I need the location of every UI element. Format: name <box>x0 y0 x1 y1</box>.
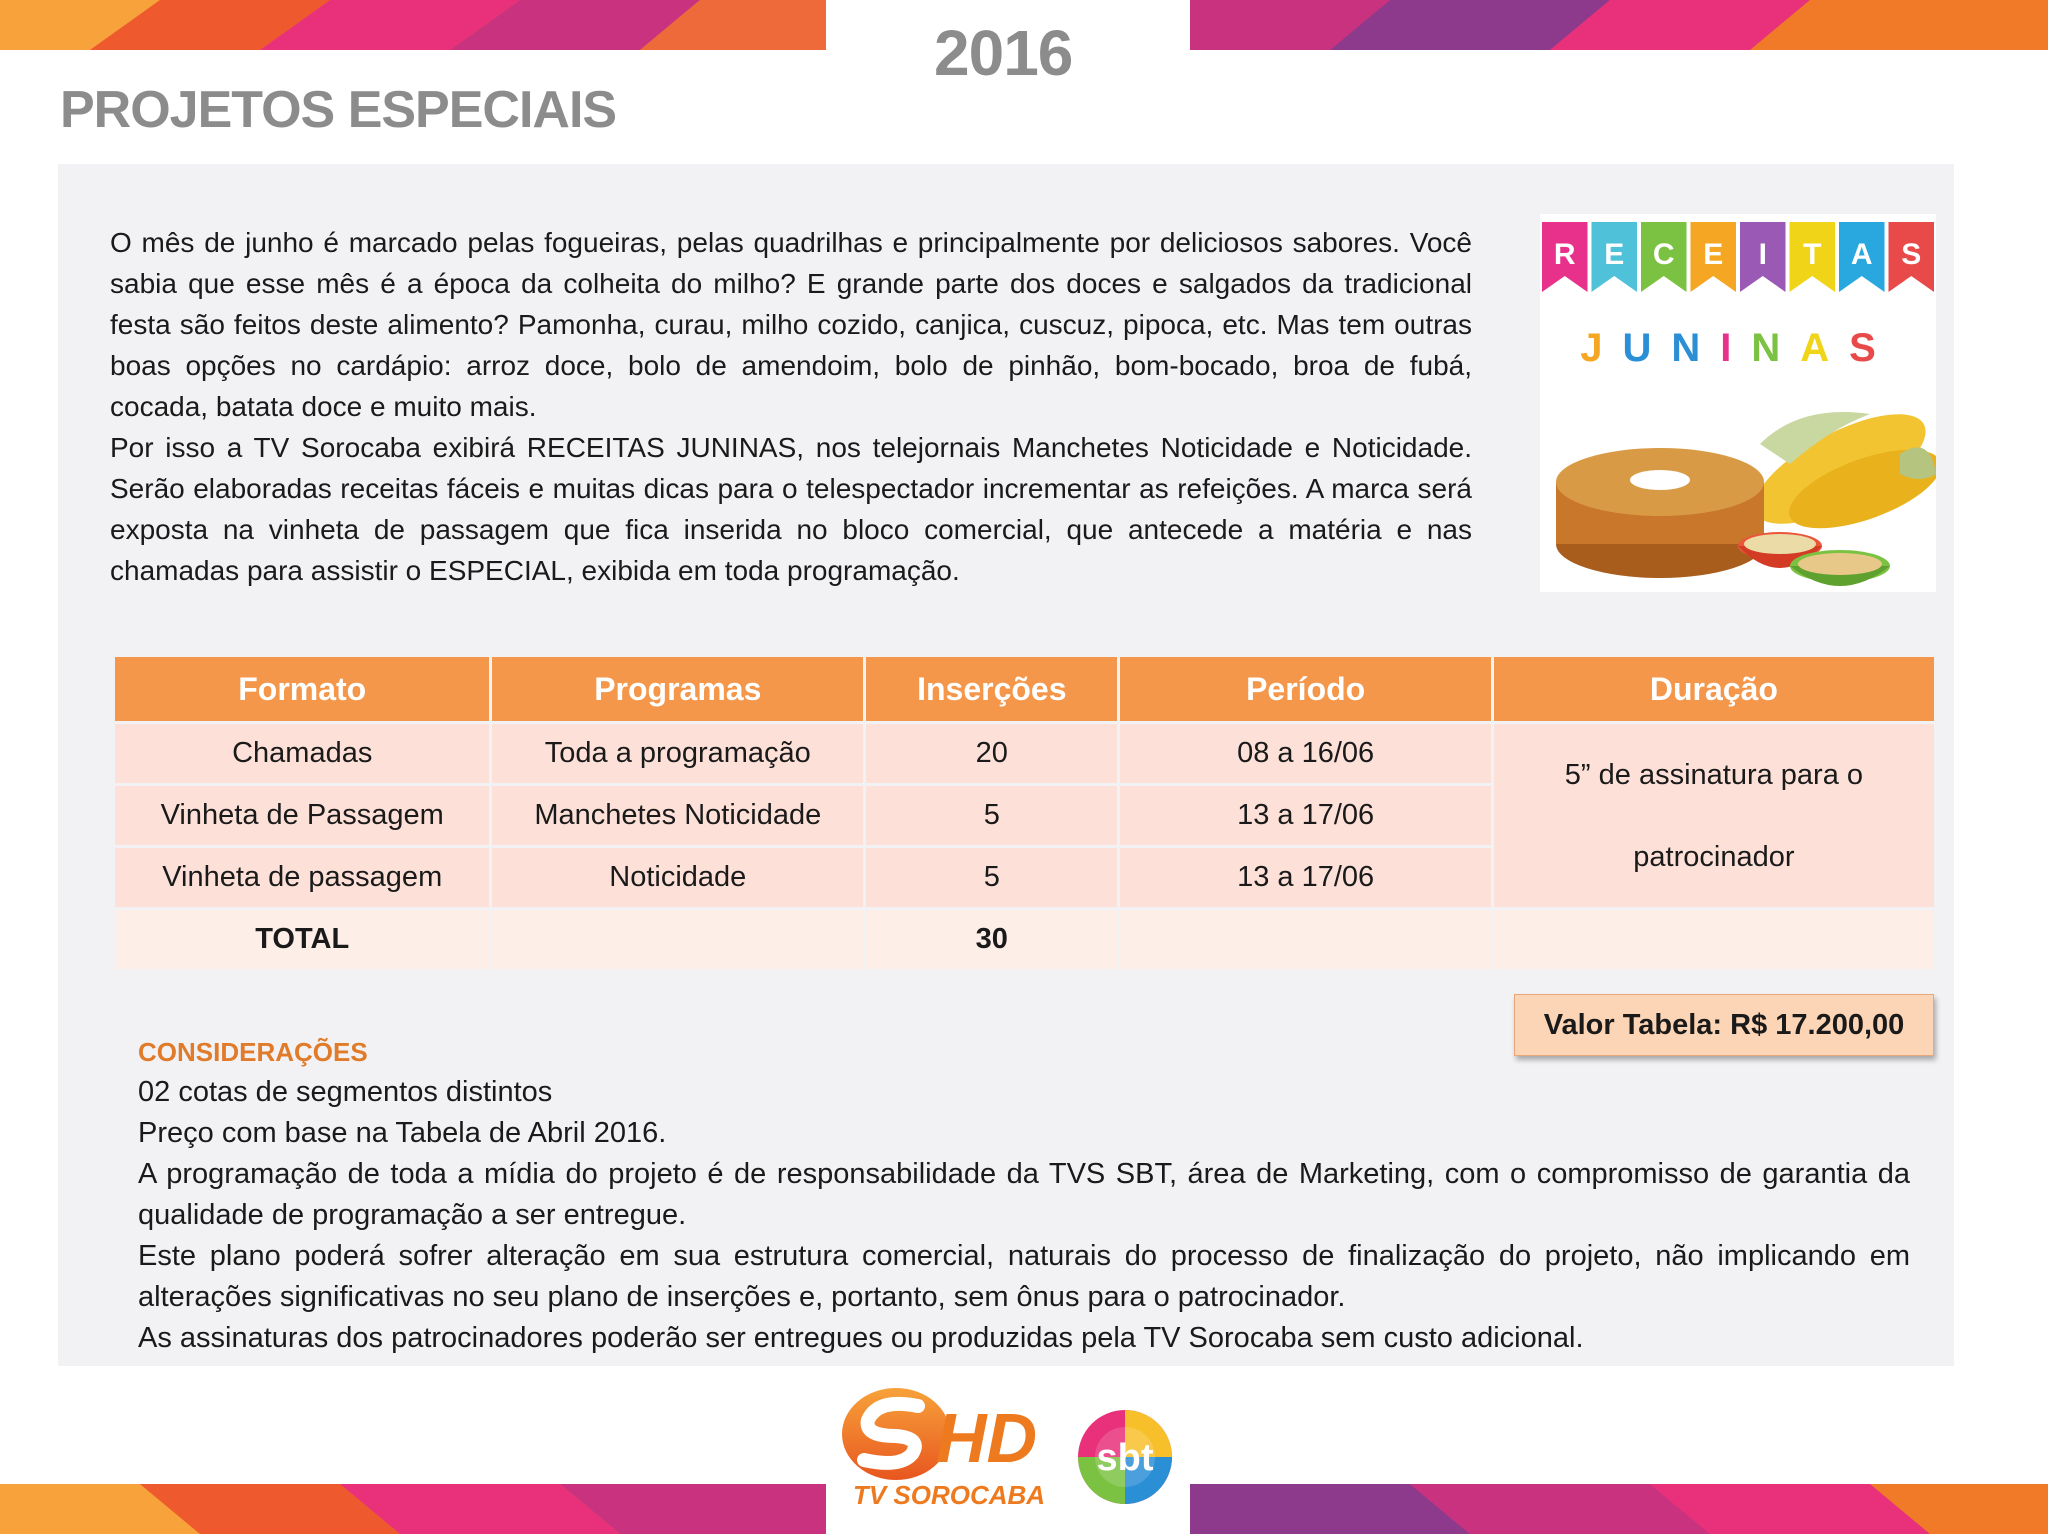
flag-letter: I <box>1758 238 1767 271</box>
section-title: PROJETOS ESPECIAIS <box>60 81 617 139</box>
cell-formato: Vinheta de Passagem <box>115 786 489 845</box>
considerations-item: As assinaturas dos patrocinadores poderão ser entregues ou produzidas pela TV Sorocaba sem custo adicional. <box>138 1322 1584 1354</box>
decorative-stripe-top-left <box>0 0 826 50</box>
duration-line-2: patrocinador <box>1633 840 1795 873</box>
sbt-logo <box>1076 1408 1174 1506</box>
flag-letter: E <box>1703 238 1724 271</box>
cell-programas: Noticidade <box>492 848 863 907</box>
cell-total-label: TOTAL <box>115 910 489 969</box>
juninas-title <box>1540 326 1936 371</box>
considerations-item: Este plano poderá sofrer alteração em sua estrutura comercial, naturais do processo de finalização do projeto, não implicando em alterações significativas no seu plano de inserções e, portanto, sem ônus para o patrocinador. <box>138 1240 1910 1313</box>
flag-letter: R <box>1553 238 1576 271</box>
sbt-logo-text: sbt <box>1096 1437 1154 1479</box>
tv-sorocaba-label: TV SOROCABA <box>852 1480 1046 1510</box>
flag-letter: T <box>1803 238 1822 271</box>
year-label: 2016 <box>934 17 1073 89</box>
cell-empty <box>1494 910 1934 969</box>
media-plan-table <box>112 654 1937 972</box>
decorative-stripe-top-right <box>1190 0 2048 50</box>
juninas-letter: A <box>1800 326 1850 370</box>
table-total-row <box>115 910 1934 969</box>
decorative-stripe-bottom-right <box>1190 1484 2048 1534</box>
hd-logo-text: HD <box>936 1399 1038 1477</box>
flag-letter: A <box>1850 238 1873 271</box>
considerations-item: 02 cotas de segmentos distintos <box>138 1076 553 1108</box>
cell-periodo: 13 a 17/06 <box>1120 848 1490 907</box>
header-formato: Formato <box>115 657 489 721</box>
cell-programas: Toda a programação <box>492 724 863 783</box>
header-duracao: Duração <box>1494 657 1934 721</box>
juninas-letter: U <box>1622 326 1672 370</box>
flag-letter: S <box>1901 238 1922 271</box>
cell-empty <box>492 910 863 969</box>
intro-text <box>110 222 1472 591</box>
cell-insercoes: 20 <box>866 724 1117 783</box>
price-box: Valor Tabela: R$ 17.200,00 <box>1514 994 1934 1056</box>
considerations-item: A programação de toda a mídia do projeto é de responsabilidade da TVS SBT, área de Marketing, com o compromisso de garantia da qualidade de programação a ser entregue. <box>138 1158 1910 1231</box>
juninas-letter: S <box>1849 326 1896 370</box>
intro-paragraph-2: Por isso a TV Sorocaba exibirá RECEITAS JUNINAS, nos telejornais Manchetes Noticidade e Noticidade. Serão elaboradas receitas fáceis e muitas dicas para o telespectador incrementar as refeições. A marca será exposta na vinheta de passagem que fica inserida no bloco comercial, que antecede a matéria e nas chamadas para assistir o ESPECIAL, exibida em toda programação. <box>110 432 1472 586</box>
table-header-row <box>115 657 1934 721</box>
duration-line-1: 5” de assinatura para o <box>1564 758 1864 791</box>
header-programas: Programas <box>492 657 863 721</box>
cell-insercoes: 5 <box>866 848 1117 907</box>
flag-letter: C <box>1652 238 1675 271</box>
receitas-juninas-image <box>1540 214 1936 592</box>
table-row <box>115 724 1934 783</box>
cell-empty <box>1120 910 1490 969</box>
considerations-title: CONSIDERAÇÕES <box>138 1037 368 1067</box>
cell-duracao <box>1494 724 1934 907</box>
juninas-letter: N <box>1671 326 1721 370</box>
juninas-letter: N <box>1751 326 1801 370</box>
cell-formato: Chamadas <box>115 724 489 783</box>
considerations-item: Preço com base na Tabela de Abril 2016. <box>138 1117 667 1149</box>
juninas-letter: J <box>1580 326 1623 370</box>
intro-paragraph-1: O mês de junho é marcado pelas fogueiras, pelas quadrilhas e principalmente por deliciosos sabores. Você sabia que esse mês é a época da colheita do milho? E grande parte dos doces e salgados da tradicional festa são feitos deste alimento? Pamonha, curau, milho cozido, canjica, cuscuz, pipoca, etc. Mas tem outras boas opções no cardápio: arroz doce, bolo de amendoim, bolo de pinhão, bom-bocado, broa de fubá, cocada, batata doce e muito mais. <box>110 227 1472 422</box>
juninas-letter: I <box>1720 326 1752 370</box>
sbt-icon <box>1076 1408 1174 1506</box>
cell-periodo: 13 a 17/06 <box>1120 786 1490 845</box>
decorative-stripe-bottom-left <box>0 1484 826 1534</box>
cell-formato: Vinheta de passagem <box>115 848 489 907</box>
header-insercoes: Inserções <box>866 657 1117 721</box>
receitas-juninas-artwork <box>1540 214 1936 592</box>
cell-insercoes: 5 <box>866 786 1117 845</box>
cell-programas: Manchetes Noticidade <box>492 786 863 845</box>
cell-periodo: 08 a 16/06 <box>1120 724 1490 783</box>
flag-letter: E <box>1604 238 1625 271</box>
cell-total-insercoes: 30 <box>866 910 1117 969</box>
tv-sorocaba-logo <box>838 1384 1060 1514</box>
considerations-section <box>138 1034 1910 1359</box>
header-periodo: Período <box>1120 657 1490 721</box>
